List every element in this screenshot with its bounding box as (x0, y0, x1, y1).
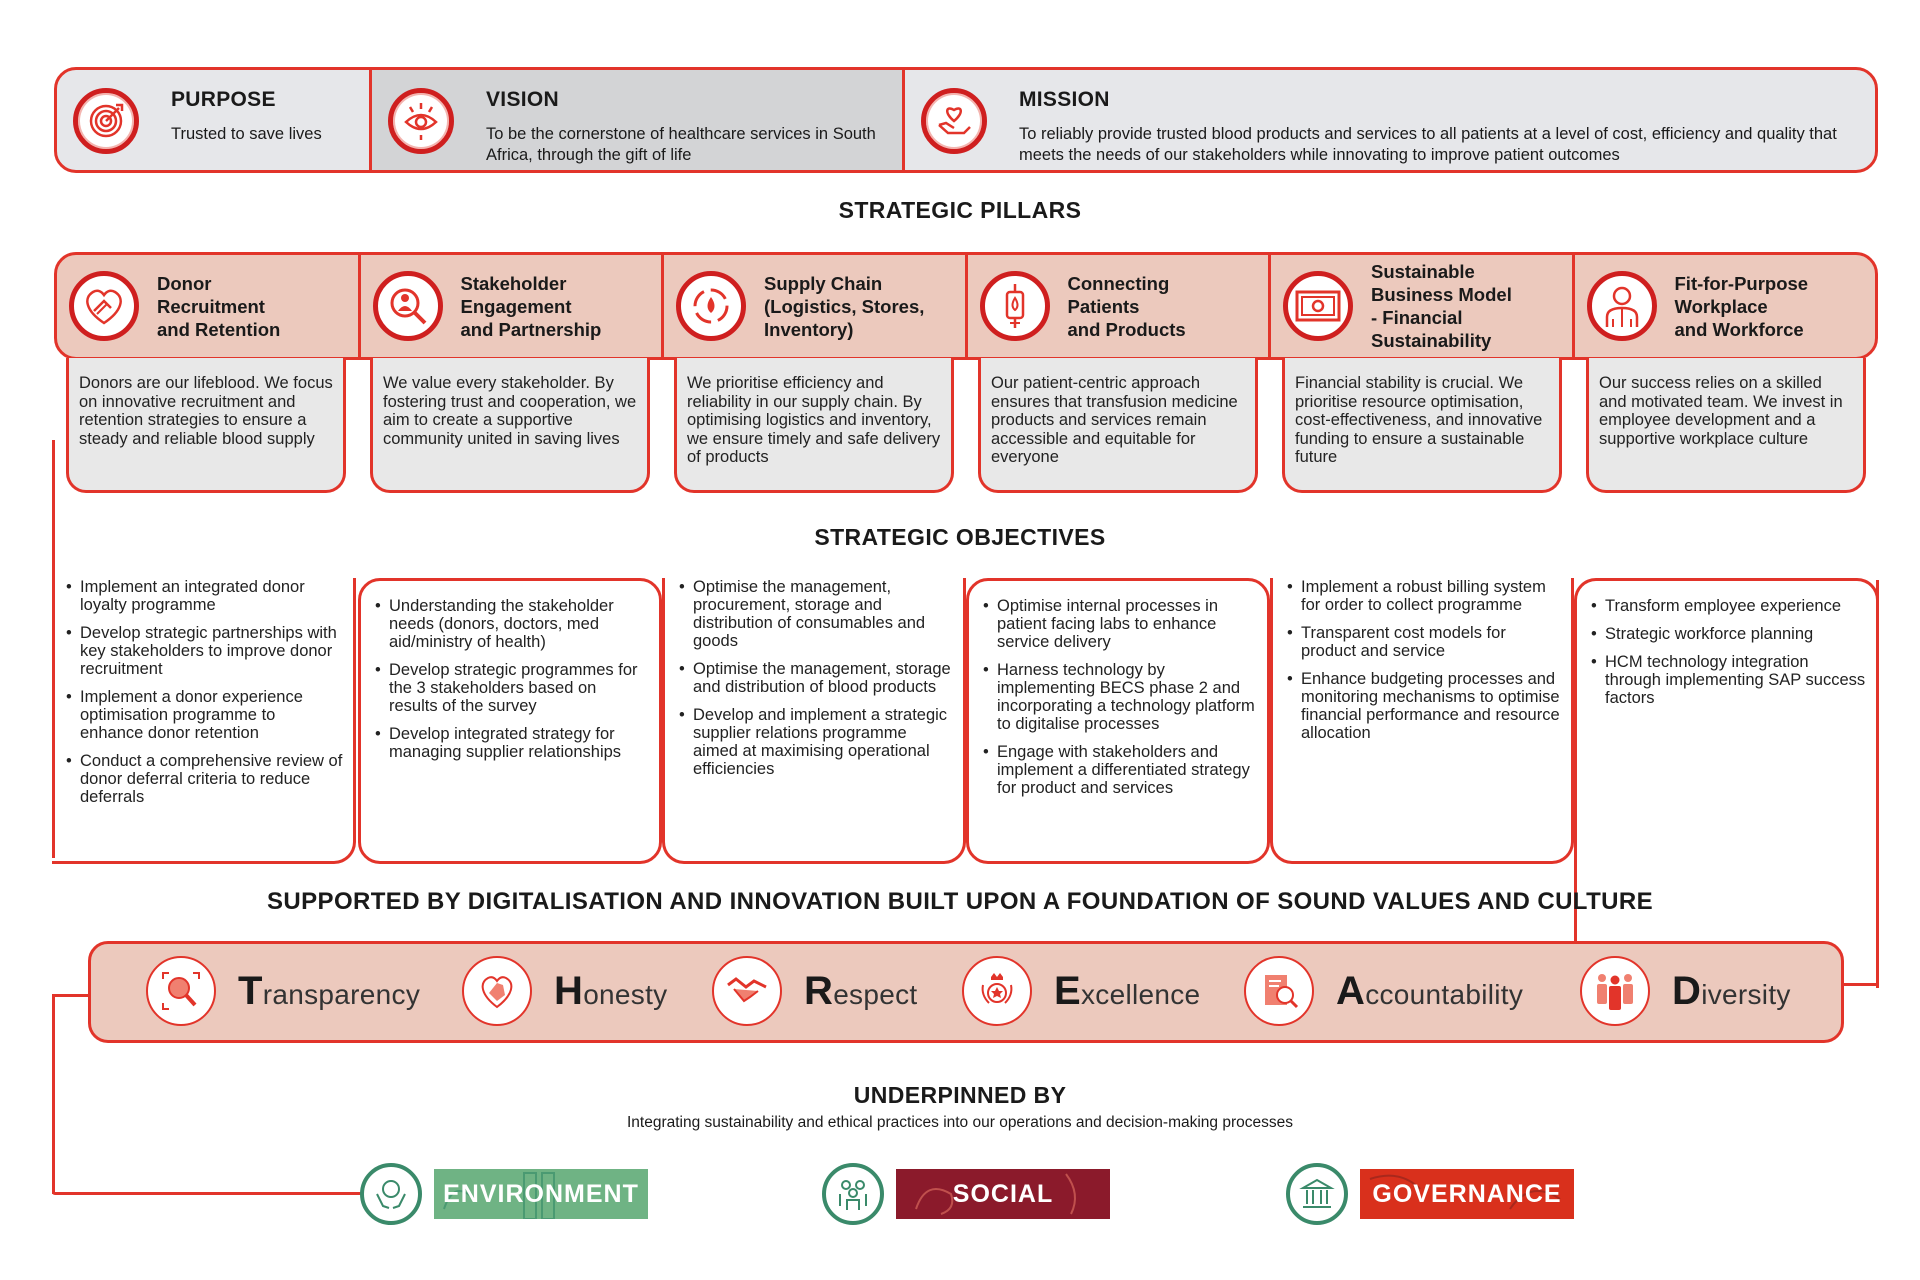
pillar-sustainable-business (1268, 255, 1572, 357)
purpose-text: Trusted to save lives (171, 125, 322, 143)
heart-hand-icon (921, 88, 987, 154)
social-banner (896, 1169, 1110, 1219)
mission-text: To reliably provide trusted blood products and services to all patients at a level of cost, efficiency and quality that meets the needs of our stakeholders while innovating to improve patient outcomes (1019, 125, 1837, 164)
value-diversity (1580, 955, 1791, 1027)
objectives-list (1591, 597, 1866, 707)
objectives-list (679, 578, 953, 778)
pillar-fit-for-purpose (1572, 255, 1876, 357)
vision-title: VISION (486, 88, 559, 111)
pillar-stakeholder-engagement (358, 255, 662, 357)
value-label: Accountability (1336, 968, 1524, 1013)
purpose-title: PURPOSE (171, 88, 276, 111)
objective-item: • Implement a robust billing system for order to collect programme (1287, 578, 1561, 614)
strategic-pillars-heading: STRATEGIC PILLARS (838, 197, 1082, 223)
target-icon (73, 88, 139, 154)
objective-item: • Optimise internal processes in patient facing labs to enhance service delivery (983, 597, 1257, 651)
supported-by-heading: SUPPORTED BY DIGITALISATION AND INNOVATION BUILT UPON A FOUNDATION OF SOUND VALUES AND CULTURE (266, 888, 1654, 915)
objectives-supply-chain (662, 578, 966, 864)
person-search-icon (373, 271, 443, 341)
globe-hands-icon (360, 1163, 422, 1225)
value-label: Respect (804, 968, 918, 1013)
value-excellence (962, 955, 1200, 1027)
handshake-heart-icon (69, 271, 139, 341)
eye-icon (388, 88, 454, 154)
strategic-objectives-heading: STRATEGIC OBJECTIVES (814, 524, 1106, 550)
objective-item: • Engage with stakeholders and implement a differentiated strategy for product and services (983, 743, 1257, 797)
objective-item: • Implement a donor experience optimisation programme to enhance donor retention (66, 688, 343, 742)
mission-panel (902, 70, 1875, 170)
value-honesty (462, 955, 667, 1027)
pillar-header-band (54, 252, 1878, 360)
value-respect (712, 955, 917, 1027)
banknote-icon (1283, 271, 1353, 341)
pillar-title: Connecting Patients and Products (1067, 272, 1186, 340)
value-label: Transparency (238, 968, 421, 1013)
laurel-star-icon (962, 956, 1032, 1026)
blood-cycle-icon (676, 271, 746, 341)
objective-item: • HCM technology integration through implementing SAP success factors (1591, 653, 1866, 707)
governance-label: GOVERNANCE (1372, 1179, 1562, 1208)
family-icon (822, 1163, 884, 1225)
value-label: Diversity (1672, 968, 1791, 1013)
objectives-connecting-patients (966, 578, 1270, 864)
objective-item: • Understanding the stakeholder needs (donors, doctors, med aid/ministry of health) (375, 597, 649, 651)
esg-environment (360, 1163, 648, 1225)
objective-item: • Enhance budgeting processes and monitoring mechanisms to optimise financial performance and resource allocation (1287, 670, 1561, 742)
pillar-supply-chain (661, 255, 965, 357)
objectives-stakeholder (358, 578, 662, 864)
objective-item: • Optimise the management, storage and distribution of blood products (679, 660, 953, 696)
hand-heart-icon (462, 956, 532, 1026)
purpose-panel (57, 70, 369, 170)
pillar-title: Sustainable Business Model - Financial Sustainability (1371, 261, 1512, 351)
objectives-sustainable-business (1270, 578, 1574, 864)
objective-item: • Develop integrated strategy for managing supplier relationships (375, 725, 649, 761)
blood-bag-icon (980, 271, 1050, 341)
underpinned-subtitle: Integrating sustainability and ethical practices into our operations and decision-making processes (626, 1114, 1293, 1131)
value-transparency (146, 955, 420, 1027)
underpinned-heading: UNDERPINNED BY (853, 1082, 1067, 1108)
objectives-donor (52, 578, 356, 864)
objectives-fit-for-purpose (1574, 578, 1879, 988)
handshake-icon (712, 956, 782, 1026)
pillar-connecting-patients (965, 255, 1269, 357)
pillar-title: Donor Recruitment and Retention (157, 272, 281, 340)
pillar-description: We prioritise efficiency and reliability in our supply chain. By optimising logistics and inventory, we ensure timely and safe delivery of products (674, 358, 954, 493)
connector-line (52, 994, 90, 997)
governance-banner (1360, 1169, 1574, 1219)
value-label: Honesty (554, 968, 668, 1013)
objective-item: • Develop and implement a strategic supplier relations programme aimed at maximising operational efficiencies (679, 706, 953, 778)
pillar-donor-recruitment (57, 255, 358, 357)
objective-item: • Transparent cost models for product and service (1287, 624, 1561, 660)
objective-item: • Develop strategic partnerships with key stakeholders to improve donor recruitment (66, 624, 343, 678)
pillar-title: Fit-for-Purpose Workplace and Workforce (1674, 272, 1809, 340)
people-group-icon (1580, 956, 1650, 1026)
esg-social (822, 1163, 1110, 1225)
environment-banner (434, 1169, 648, 1219)
report-magnifier-icon (1244, 956, 1314, 1026)
vision-panel (369, 70, 902, 170)
objective-item: • Strategic workforce planning (1591, 625, 1866, 643)
pillar-description: Financial stability is crucial. We prioritise resource optimisation, cost-effectiveness, and innovative funding to ensure a sustainable future (1282, 358, 1562, 493)
objectives-list (983, 597, 1257, 797)
pillar-description: Donors are our lifeblood. We focus on innovative recruitment and retention strategies to ensure a steady and reliable blood supply (66, 358, 346, 493)
connector-line (52, 1192, 362, 1195)
objective-item: • Optimise the management, procurement, storage and distribution of consumables and goods (679, 578, 953, 650)
value-label: Excellence (1054, 968, 1201, 1013)
social-label: SOCIAL (952, 1179, 1054, 1208)
objectives-list (66, 578, 343, 806)
environment-label: ENVIRONMENT (443, 1179, 639, 1208)
magnifier-icon (146, 956, 216, 1026)
value-accountability (1244, 955, 1523, 1027)
objectives-list (1287, 578, 1561, 742)
purpose-vision-mission-band (54, 67, 1878, 173)
objective-item: • Conduct a comprehensive review of donor deferral criteria to reduce deferrals (66, 752, 343, 806)
employee-icon (1587, 271, 1657, 341)
pillar-description: Our patient-centric approach ensures that transfusion medicine products and services remain accessible and equitable for everyone (978, 358, 1258, 493)
courthouse-icon (1286, 1163, 1348, 1225)
objective-item: • Implement an integrated donor loyalty programme (66, 578, 343, 614)
vision-text: To be the cornerstone of healthcare services in South Africa, through the gift of life (486, 125, 876, 164)
pillar-description: We value every stakeholder. By fostering trust and cooperation, we aim to create a supportive community united in saving lives (370, 358, 650, 493)
esg-governance (1286, 1163, 1574, 1225)
pillar-description: Our success relies on a skilled and motivated team. We invest in employee development and a supportive workplace culture (1586, 358, 1866, 493)
objectives-list (375, 597, 649, 761)
objective-item: • Harness technology by implementing BECS phase 2 and incorporating a technology platform to digitalise processes (983, 661, 1257, 733)
objective-item: • Transform employee experience (1591, 597, 1866, 615)
pillar-title: Supply Chain (Logistics, Stores, Inventory) (764, 272, 925, 340)
pillar-title: Stakeholder Engagement and Partnership (460, 272, 602, 340)
mission-title: MISSION (1019, 88, 1110, 111)
objective-item: • Develop strategic programmes for the 3 stakeholders based on results of the survey (375, 661, 649, 715)
